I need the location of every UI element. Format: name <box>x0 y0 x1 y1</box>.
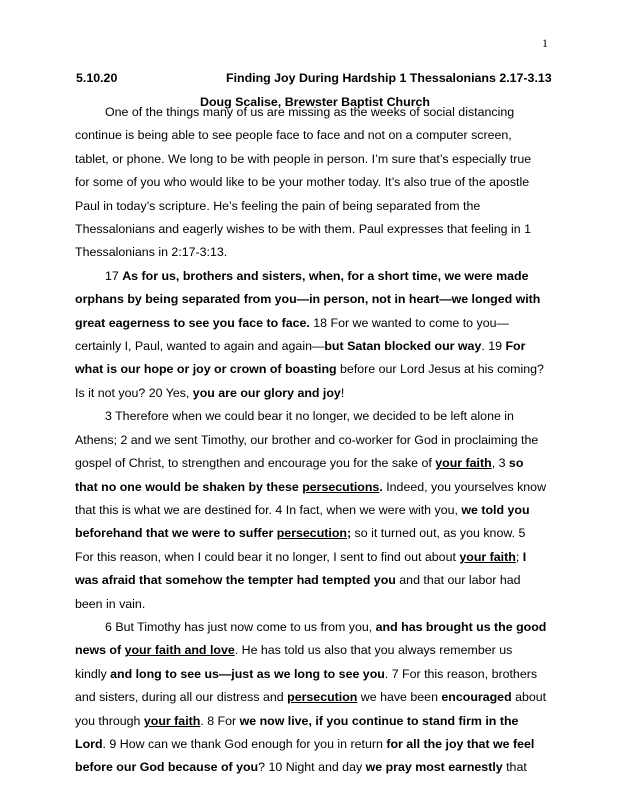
text-run: persecution <box>287 690 358 705</box>
text-run: ; <box>515 549 523 564</box>
text-run: you are our glory and joy <box>192 385 341 400</box>
sermon-author: Doug Scalise, Brewster Baptist Church <box>200 95 430 109</box>
text-run: ; <box>346 526 352 541</box>
text-run: and long to see us—just as we long to see you <box>110 666 385 681</box>
text-run: . <box>379 479 383 494</box>
paragraph <box>75 405 547 616</box>
text-run: . 7 For this reason, brothers and sisters, during all our distress and <box>75 666 538 705</box>
text-run: Indeed, you yourselves know that this is what we are destined for. 4 In fact, when we were with you, <box>75 479 547 517</box>
text-run: 6 But Timothy has just now come to us from you, <box>105 619 376 634</box>
page-number: 1 <box>542 36 548 50</box>
text-run: and that our labor had been in vain. <box>75 573 521 611</box>
text-run: . He has told us also that you always remember us kindly <box>75 643 513 681</box>
text-run: we have been <box>357 690 442 705</box>
text-run: , 3 <box>491 456 509 471</box>
text-run: we pray most earnestly <box>365 760 503 775</box>
text-run: your faith <box>459 549 516 564</box>
text-run: and has brought us the good news of <box>75 619 547 658</box>
text-run: 17 <box>105 268 123 283</box>
text-run: I was afraid that somehow the tempter had tempted you <box>75 549 527 588</box>
text-run: persecution <box>276 526 347 541</box>
text-run: As for us, brothers and sisters, when, for a short time, we were made orphans by being separated from you—in person, not in heart—we longed with great eagerness to see you face to face. <box>75 268 541 330</box>
text-run: for all the joy that we feel before our God because of you <box>75 736 535 775</box>
text-run: . 9 How can we thank God enough for you in return <box>102 736 387 751</box>
text-run: we now live, if you continue to stand firm in the Lord <box>75 713 519 751</box>
text-run: 3 Therefore when we could bear it no longer, we decided to be left alone in Athens; 2 and we sent Timothy, our brother and co-worker for God in proclaiming the gospel of Christ, to strengthen and encourage you for the sake of <box>75 409 539 471</box>
text-run: so that no one would be shaken by these <box>75 456 524 494</box>
text-run: we told you beforehand that we were to suffer <box>75 502 530 541</box>
text-run: so it turned out, as you know. 5 For this reason, when I could bear it no longer, I sent to find out about <box>75 526 526 564</box>
paragraph <box>75 616 547 780</box>
text-run: about you through <box>75 690 547 728</box>
text-run: your faith <box>435 456 492 471</box>
text-run: . 19 <box>481 339 506 354</box>
text-run: ! <box>340 385 345 400</box>
text-run: but Satan blocked our way <box>324 339 482 354</box>
text-run: that <box>502 760 527 775</box>
text-run: before our Lord Jesus at his coming? Is it not you? 20 Yes, <box>75 362 544 400</box>
text-run: One of the things many of us are missing as the weeks of social distancing continue is being able to see people face to face and not on a computer screen, tablet, or phone. We long to be with people in person. I’m sure that’s especially true for some of you who would like to be your mother today. It’s also true of the apostle Paul in today’s scripture. He’s feeling the pain of being separated from the Thessalonians and eagerly wishes to be with them. Paul expresses that feeling in 1 Thessalonians in 2:17-3:13. <box>75 105 532 260</box>
text-run: . 8 For <box>200 713 240 728</box>
paragraph <box>75 265 547 405</box>
text-run: persecutions <box>302 479 380 494</box>
sermon-date: 5.10.20 <box>76 71 118 85</box>
text-run: For what is our hope or joy or crown of boasting <box>75 339 526 377</box>
sermon-body <box>75 101 547 780</box>
text-run: your faith <box>143 713 201 728</box>
paragraph <box>75 101 547 265</box>
text-run: ? 10 Night and day <box>258 760 366 775</box>
text-run: your faith and love <box>124 643 235 658</box>
text-run: 18 For we wanted to come to you—certainly I, Paul, wanted to again and again— <box>75 315 509 354</box>
text-run: encouraged <box>441 690 512 705</box>
sermon-title: Finding Joy During Hardship 1 Thessalonians 2.17-3.13 <box>226 71 552 85</box>
